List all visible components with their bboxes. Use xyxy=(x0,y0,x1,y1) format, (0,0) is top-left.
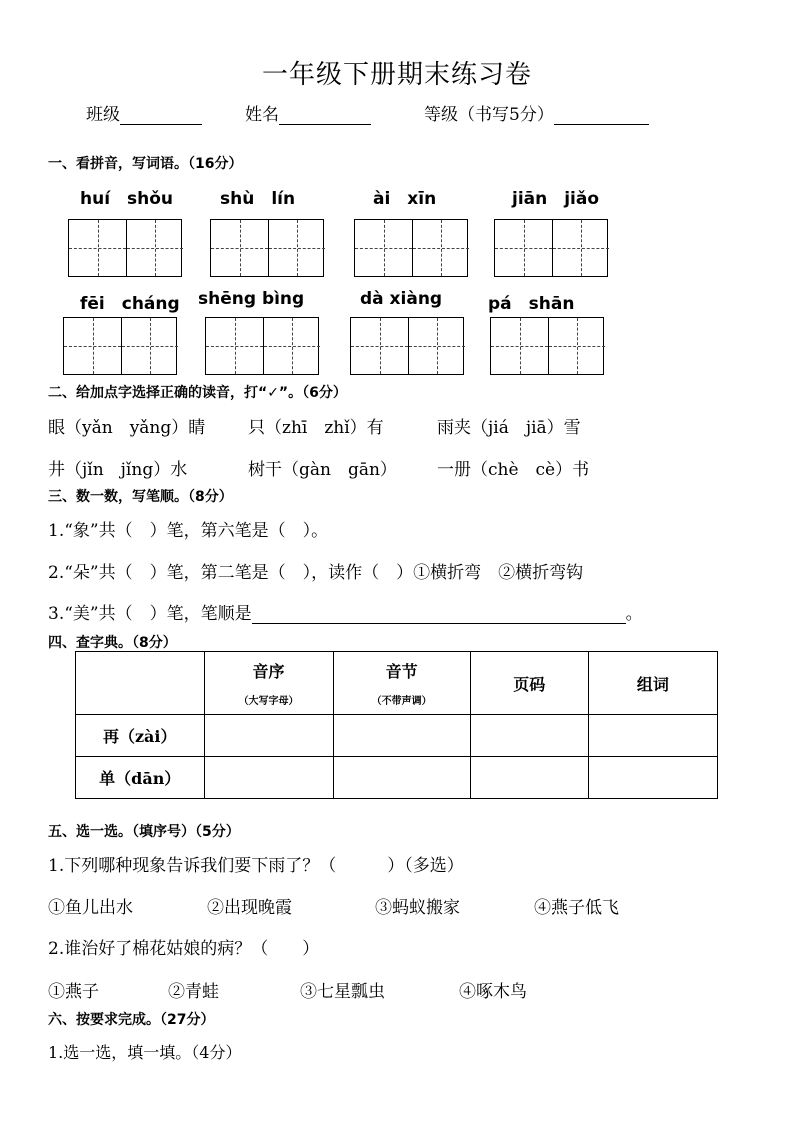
grade-input-line[interactable] xyxy=(554,106,649,125)
column-yinjie-note: （不带声调） xyxy=(371,696,432,707)
stroke-question-2: 2.“朵”共（ ）笔，第二笔是（ ），读作（ ）①横折弯 ②横折弯钩 xyxy=(48,563,584,583)
column-header-yinjie xyxy=(333,652,470,715)
writing-grid-4[interactable] xyxy=(494,219,608,277)
option-2-3: ③七星瓢虫 xyxy=(300,982,385,1002)
answer-cell[interactable] xyxy=(588,715,717,757)
name-field xyxy=(245,100,371,125)
class-input-line[interactable] xyxy=(120,106,202,125)
writing-grid-5[interactable] xyxy=(63,317,177,375)
class-label: 班级 xyxy=(86,105,120,125)
reading-choice-3[interactable]: 雨夹（jiá jiā）雪 xyxy=(437,418,581,438)
writing-grid-6[interactable] xyxy=(205,317,319,375)
pinyin-8: pá shān xyxy=(488,294,575,314)
section-1-heading: 一、看拼音，写词语。（16分） xyxy=(48,156,243,172)
section-2-heading: 二、给加点字选择正确的读音，打“✓”。（6分） xyxy=(48,385,347,401)
column-header-yinxu xyxy=(204,652,333,715)
answer-cell[interactable] xyxy=(204,757,333,799)
option-1-1: ①鱼儿出水 xyxy=(48,898,133,918)
column-yinxu-note: （大写字母） xyxy=(238,696,299,707)
stroke-question-3-end: 。 xyxy=(625,604,643,624)
reading-choice-2[interactable]: 只（zhī zhǐ）有 xyxy=(248,418,384,438)
option-2-2: ②青蛙 xyxy=(168,982,219,1002)
pinyin-2: shù lín xyxy=(220,189,296,209)
pinyin-4: jiān jiǎo xyxy=(512,189,600,209)
section-3-heading: 三、数一数，写笔顺。（8分） xyxy=(48,489,233,505)
grade-label: 等级（书写5分） xyxy=(424,105,554,125)
pinyin-6: shēng bìng xyxy=(198,289,305,309)
writing-grid-1[interactable] xyxy=(68,219,182,277)
task-question-1: 1.选一选，填一填。（4分） xyxy=(48,1043,242,1062)
stroke-question-3-text: 3.“美”共（ ）笔，笔顺是 xyxy=(48,604,252,624)
option-2-1: ①燕子 xyxy=(48,982,99,1002)
row-label-zai: 再（zài） xyxy=(76,715,205,757)
writing-grid-3[interactable] xyxy=(354,219,468,277)
pinyin-5: fēi cháng xyxy=(80,294,180,314)
reading-choice-1[interactable]: 眼（yǎn yǎng）睛 xyxy=(48,418,206,438)
option-1-2: ②出现晚霞 xyxy=(207,898,292,918)
column-header-zuci: 组词 xyxy=(588,652,717,715)
option-1-3: ③蚂蚁搬家 xyxy=(375,898,460,918)
writing-grid-2[interactable] xyxy=(210,219,324,277)
stroke-question-1: 1.“象”共（ ）笔，第六笔是（ ）。 xyxy=(48,521,329,541)
reading-choice-6[interactable]: 一册（chè cè）书 xyxy=(437,460,590,480)
column-yinjie-label: 音节 xyxy=(385,662,418,681)
column-yinxu-label: 音序 xyxy=(252,662,285,681)
pinyin-1: huí shǒu xyxy=(80,189,174,209)
table-header-row xyxy=(76,652,718,715)
dictionary-table xyxy=(75,651,718,799)
table-row xyxy=(76,715,718,757)
reading-choice-5[interactable]: 树干（gàn gān） xyxy=(248,460,397,480)
pinyin-3: ài xīn xyxy=(373,189,437,209)
option-1-4: ④燕子低飞 xyxy=(534,898,619,918)
pinyin-7: dà xiàng xyxy=(360,289,443,309)
choice-question-2: 2.谁治好了棉花姑娘的病？（ ） xyxy=(48,939,320,959)
stroke-question-3 xyxy=(48,599,643,624)
answer-cell[interactable] xyxy=(333,757,470,799)
answer-cell[interactable] xyxy=(470,757,588,799)
section-6-heading: 六、按要求完成。（27分） xyxy=(48,1012,215,1028)
answer-cell[interactable] xyxy=(470,715,588,757)
column-header-yema: 页码 xyxy=(470,652,588,715)
class-field xyxy=(86,100,202,125)
section-4-heading: 四、查字典。（8分） xyxy=(48,635,177,651)
answer-cell[interactable] xyxy=(204,715,333,757)
answer-cell[interactable] xyxy=(588,757,717,799)
name-label: 姓名 xyxy=(245,105,279,125)
grade-field xyxy=(424,100,649,125)
table-corner-cell xyxy=(76,652,205,715)
name-input-line[interactable] xyxy=(279,106,371,125)
option-2-4: ④啄木鸟 xyxy=(459,982,527,1002)
writing-grid-8[interactable] xyxy=(490,317,604,375)
section-5-heading: 五、选一选。（填序号）（5分） xyxy=(48,824,240,840)
stroke-order-answer-line[interactable] xyxy=(252,605,626,624)
page-title: 一年级下册期末练习卷 xyxy=(261,60,532,90)
reading-choice-4[interactable]: 井（jǐn jǐng）水 xyxy=(48,460,188,480)
choice-question-1: 1.下列哪种现象告诉我们要下雨了？（ ）（多选） xyxy=(48,856,464,876)
row-label-dan: 单（dān） xyxy=(76,757,205,799)
table-row xyxy=(76,757,718,799)
writing-grid-7[interactable] xyxy=(350,317,464,375)
answer-cell[interactable] xyxy=(333,715,470,757)
